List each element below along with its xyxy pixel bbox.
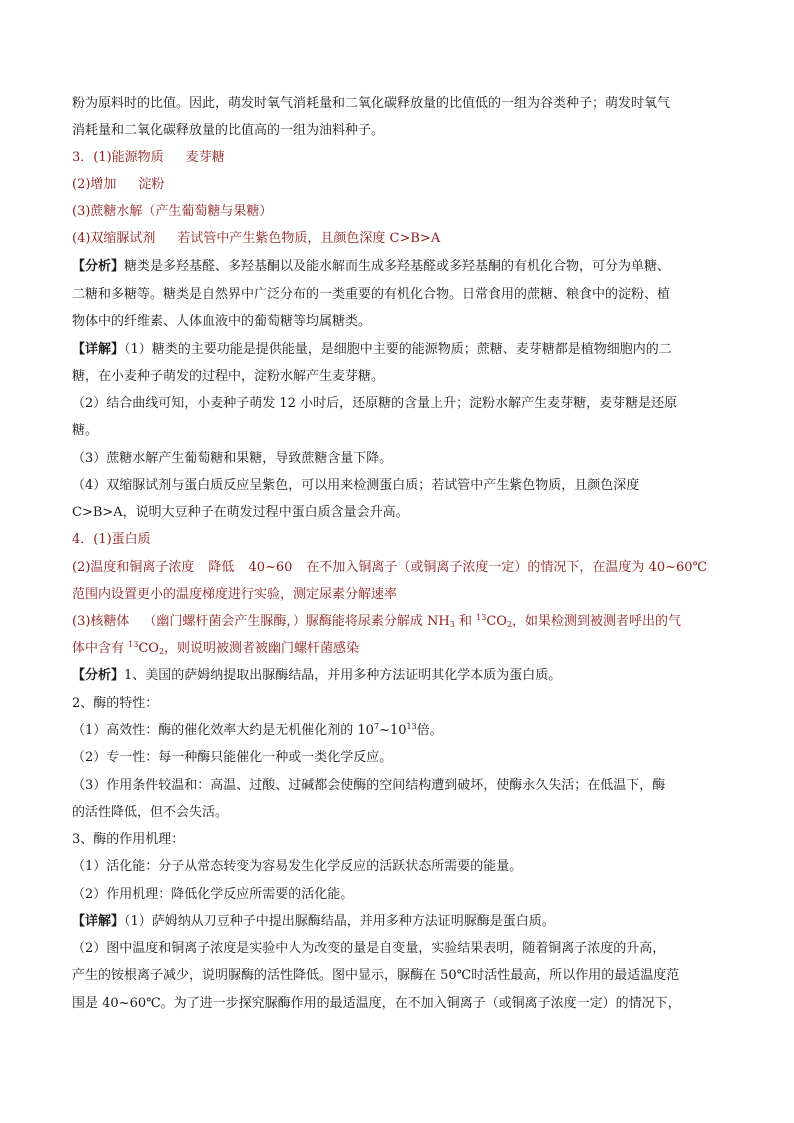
text-line: （2）结合曲线可知，小麦种子萌发 12 小时后，还原糖的含量上升；淀粉水解产生麦芽糖，麦芽糖是还原 [72, 396, 678, 411]
section-tag: 【分析】 [72, 259, 125, 274]
text-line: 3、酶的作用机理： [72, 832, 185, 847]
answer-text: 麦芽糖 [185, 150, 225, 165]
answer-4-2 [72, 559, 707, 577]
analysis-line [72, 667, 561, 685]
text-line: （3）作用条件较温和：高温、过酸、过碱都会使酶的空间结构遭到破坏，使酶永久失活；在低温下，酶 [72, 778, 666, 793]
answer-text: （幽门螺杆菌会产生脲酶，）脲酶能将尿素分解成 NH [143, 614, 450, 629]
text: （1）高效性：酶的催化效率大约是无机催化剂的 10 [72, 723, 374, 738]
text-line [72, 722, 443, 740]
answer-text: 在不加入铜离子（或铜离子浓度一定）的情况下，在温度为 40~60℃ [306, 560, 708, 575]
detail-line [72, 913, 555, 931]
text-line: 物体中的纤维素、人体血液中的葡萄糖等均属糖类。 [72, 314, 372, 329]
answer-text: 和 [454, 614, 477, 629]
text: （1）糖类的主要功能是提供能量，是细胞中主要的能源物质；蔗糖、麦芽糖都是植物细胞内的二 [124, 342, 672, 357]
text-line: 糖，在小麦种子萌发的过程中，淀粉水解产生麦芽糖。 [72, 369, 385, 384]
answer-text: 淀粉 [138, 177, 165, 192]
subscript: 3 [449, 620, 455, 629]
text-line [72, 640, 359, 658]
section-tag: 【详解】 [72, 342, 125, 357]
text-line: 粉为原料时的比值。因此，萌发时氧气消耗量和二氧化碳释放量的比值低的一组为谷类种子；萌发时氧气 [72, 96, 671, 111]
text-line: （3）蔗糖水解产生葡萄糖和果糖，导致蔗糖含量下降。 [72, 451, 393, 466]
superscript: 7 [373, 722, 380, 731]
text-line: 的活性降低，但不会失活。 [72, 805, 229, 820]
answer-text: 体中含有 [72, 641, 129, 656]
answer-text: (3)核糖体 [72, 614, 130, 629]
superscript: 13 [128, 640, 139, 649]
superscript: 13 [476, 613, 487, 622]
text-line: 2、酶的特性： [72, 696, 159, 711]
answer-3-1 [72, 149, 225, 167]
answer-text: CO [138, 641, 159, 656]
text: ~10 [379, 723, 407, 738]
text-line: （2）图中温度和铜离子浓度是实验中人为改变的量是自变量，实验结果表明，随着铜离子浓度的升高， [72, 941, 666, 956]
answer-text: 降低 [208, 560, 235, 575]
answer-text: CO [486, 614, 507, 629]
answer-3-3: (3)蔗糖水解（产生葡萄糖与果糖） [72, 204, 273, 219]
subscript: 2 [158, 647, 165, 656]
analysis-line [72, 258, 670, 276]
answer-text: (2)温度和铜离子浓度 [72, 560, 195, 575]
text-line: （2）作用机理：降低化学反应所需要的活化能。 [72, 887, 354, 902]
answer-text: ，则说明被测者被幽门螺杆菌感染 [164, 641, 360, 656]
text-line: 围是 40~60℃。为了进一步探究脲酶作用的最适温度，在不加入铜离子（或铜离子浓度一定）的情况下， [72, 996, 681, 1011]
answer-text: (2)增加 [72, 177, 117, 192]
text-line: （1）活化能：分子从常态转变为容易发生化学反应的活跃状态所需要的能量。 [72, 859, 523, 874]
text: 倍。 [416, 723, 443, 738]
section-tag: 【详解】 [72, 914, 125, 929]
answer-text: 若试管中产生紫色物质，且颜色深度 C>B>A [177, 231, 441, 246]
text-line: （2）专一性：每一种酶只能催化一种或一类化学反应。 [72, 750, 393, 765]
answer-4-1: 4．(1)蛋白质 [72, 532, 151, 547]
answer-3-4 [72, 230, 440, 248]
text: 糖类是多羟基醛、多羟基酮以及能水解而生成多羟基醛或多羟基酮的有机化合物，可分为单糖、 [124, 259, 671, 274]
section-tag: 【分析】 [72, 668, 125, 683]
text: （1）萨姆纳从刀豆种子中提出脲酶结晶，并用多种方法证明脲酶是蛋白质。 [124, 914, 555, 929]
answer-text: 3．(1)能源物质 [72, 150, 164, 165]
detail-line [72, 341, 672, 359]
subscript: 2 [506, 620, 513, 629]
answer-text: 40~60 [248, 560, 293, 575]
text-line: （4）双缩脲试剂与蛋白质反应呈紫色，可以用来检测蛋白质；若试管中产生紫色物质，且颜色深度 [72, 478, 640, 493]
text-line: 二糖和多糖等。糖类是自然界中广泛分布的一类重要的有机化合物。日常食用的蔗糖、粮食中的淀粉、植 [72, 287, 671, 302]
text-line: 消耗量和二氧化碳释放量的比值高的一组为油料种子。 [72, 123, 385, 138]
text-line: 糖。 [72, 423, 99, 438]
text-line: 产生的铵根离子减少，说明脲酶的活性降低。图中显示，脲酶在 50℃时活性最高，所以作用的最适温度范 [72, 968, 680, 983]
answer-text: ，如果检测到被测者呼出的气 [512, 614, 682, 629]
text: 1、美国的萨姆纳提取出脲酶结晶，并用多种方法证明其化学本质为蛋白质。 [124, 668, 562, 683]
answer-4-3 [72, 613, 681, 631]
answer-text: (4)双缩脲试剂 [72, 231, 156, 246]
superscript: 13 [406, 722, 417, 731]
text-line: C>B>A，说明大豆种子在萌发过程中蛋白质含量会升高。 [72, 505, 409, 520]
text-line: 范围内设置更小的温度梯度进行实验，测定尿素分解速率 [72, 587, 398, 602]
answer-3-2 [72, 176, 164, 194]
